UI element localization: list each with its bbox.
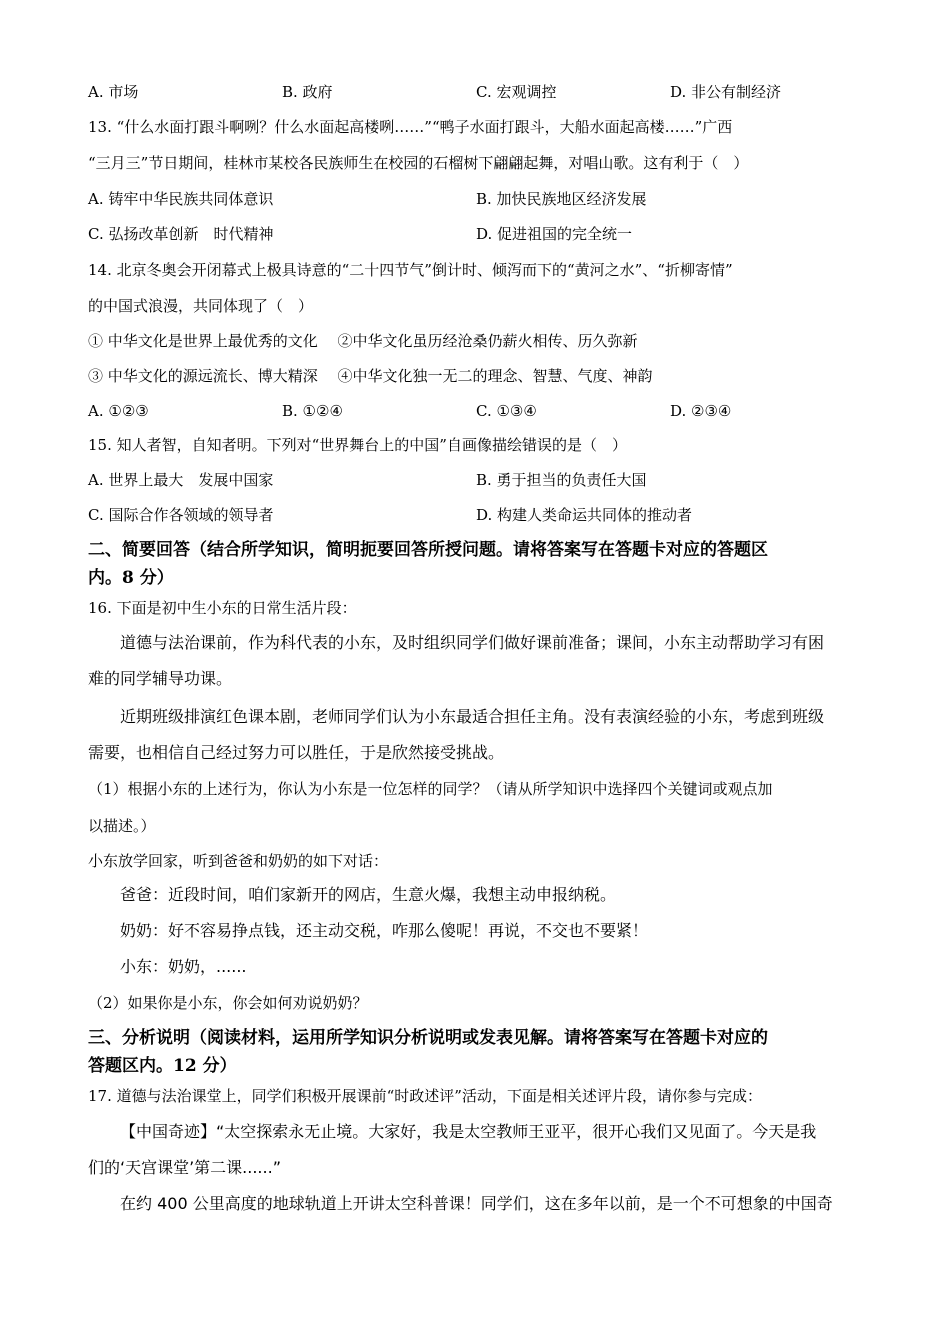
q14-option-a: A. ①②③ <box>88 402 149 420</box>
q16-paragraph1-line2: 难的同学辅导功课。 <box>88 669 233 688</box>
q16-dialog-xiaodong: 小东：奶奶，...... <box>120 957 247 976</box>
q15-option-b: B. 勇于担当的负责任大国 <box>476 471 647 489</box>
q12-option-a: A. 市场 <box>88 83 139 101</box>
section-2-heading-line2: 内。8 分） <box>88 568 174 588</box>
q12-option-c: C. 宏观调控 <box>476 83 557 101</box>
q14-statements-1-2: ① 中华文化是世界上最优秀的文化 ②中华文化虽历经沧桑仍薪火相传、历久弥新 <box>88 332 638 350</box>
q17-paragraph2-line1: 在约 400 公里高度的地球轨道上开讲太空科普课！同学们，这在多年以前，是一个不可想象的中国奇 <box>120 1194 833 1213</box>
q15-stem: 15. 知人者智，自知者明。下列对“世界舞台上的中国”自画像描绘错误的是（ ） <box>88 436 627 454</box>
q16-dialog-intro: 小东放学回家，听到爸爸和奶奶的如下对话： <box>88 852 389 870</box>
q13-option-c: C. 弘扬改革创新 时代精神 <box>88 225 274 243</box>
q17-intro: 17. 道德与法治课堂上，同学们积极开展课前“时政述评”活动，下面是相关述评片段，请你参与完成： <box>88 1087 762 1105</box>
q16-paragraph2-line1: 近期班级排演红色课本剧，老师同学们认为小东最适合担任主角。没有表演经验的小东，考虑到班级 <box>120 707 825 726</box>
q13-stem-line1: 13. “什么水面打跟斗啊咧？什么水面起高楼咧……”“鸭子水面打跟斗，大船水面起高楼……”广西 <box>88 118 733 136</box>
q16-paragraph2-line2: 需要，也相信自己经过努力可以胜任，于是欣然接受挑战。 <box>88 743 505 762</box>
q13-option-a: A. 铸牢中华民族共同体意识 <box>88 190 274 208</box>
q14-stem-line1: 14. 北京冬奥会开闭幕式上极具诗意的“二十四节气”倒计时、倾泻而下的“黄河之水”、“折柳寄情” <box>88 261 733 279</box>
q16-subquestion2: （2）如果你是小东，你会如何劝说奶奶？ <box>88 994 368 1012</box>
q16-dialog-dad: 爸爸：近段时间，咱们家新开的网店，生意火爆，我想主动申报纳税。 <box>120 885 617 904</box>
section-3-heading-line2: 答题区内。12 分） <box>88 1056 237 1076</box>
q13-option-b: B. 加快民族地区经济发展 <box>476 190 647 208</box>
q15-option-a: A. 世界上最大 发展中国家 <box>88 471 274 489</box>
q16-subquestion1-line2: 以描述。） <box>88 817 156 835</box>
q17-paragraph1-line2: 们的‘天宫课堂’第二课......” <box>88 1158 281 1177</box>
q17-paragraph1-line1: 【中国奇迹】“太空探索永无止境。大家好，我是太空教师王亚平，很开心我们又见面了。今天是我 <box>120 1122 817 1141</box>
q16-paragraph1-line1: 道德与法治课前，作为科代表的小东，及时组织同学们做好课前准备；课间，小东主动帮助学习有困 <box>120 633 825 652</box>
q16-intro: 16. 下面是初中生小东的日常生活片段： <box>88 599 357 617</box>
q15-option-c: C. 国际合作各领域的领导者 <box>88 506 274 524</box>
q14-statements-3-4: ③ 中华文化的源远流长、博大精深 ④中华文化独一无二的理念、智慧、气度、神韵 <box>88 367 653 385</box>
q15-option-d: D. 构建人类命运共同体的推动者 <box>476 506 693 524</box>
q14-stem-line2: 的中国式浪漫，共同体现了（ ） <box>88 297 314 315</box>
q13-stem-line2: “三月三”节日期间，桂林市某校各民族师生在校园的石榴树下翩翩起舞，对唱山歌。这有利于（ ） <box>88 154 749 172</box>
q14-option-c: C. ①③④ <box>476 402 537 420</box>
q13-option-d: D. 促进祖国的完全统一 <box>476 225 633 243</box>
q12-option-d: D. 非公有制经济 <box>670 83 782 101</box>
q16-subquestion1-line1: （1）根据小东的上述行为，你认为小东是一位怎样的同学？（请从所学知识中选择四个关键词或观点加 <box>88 780 773 798</box>
q12-option-b: B. 政府 <box>282 83 333 101</box>
section-3-heading-line1: 三、分析说明（阅读材料，运用所学知识分析说明或发表见解。请将答案写在答题卡对应的 <box>88 1028 768 1048</box>
q16-dialog-grandma: 奶奶：好不容易挣点钱，还主动交税，咋那么傻呢！再说，不交也不要紧！ <box>120 921 649 940</box>
section-2-heading-line1: 二、简要回答（结合所学知识，简明扼要回答所授问题。请将答案写在答题卡对应的答题区 <box>88 540 768 560</box>
q14-option-d: D. ②③④ <box>670 402 732 420</box>
q14-option-b: B. ①②④ <box>282 402 343 420</box>
